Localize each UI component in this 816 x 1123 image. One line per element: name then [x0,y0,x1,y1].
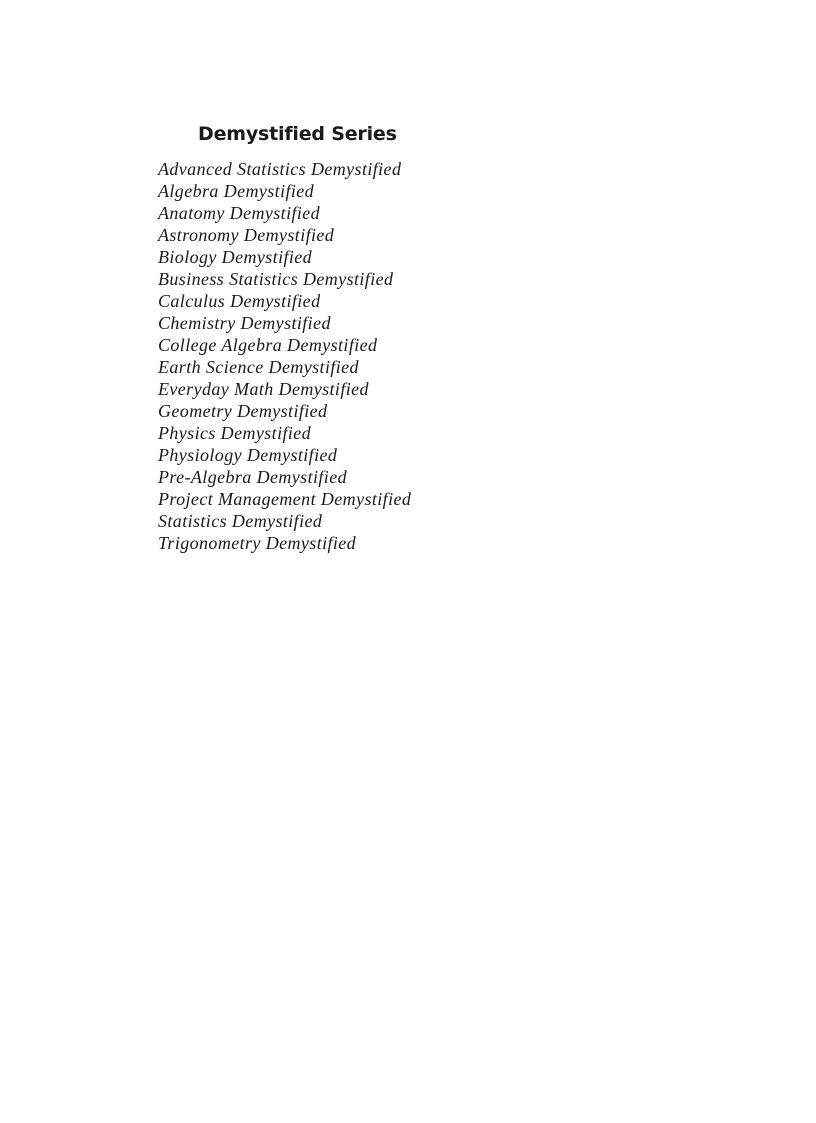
book-title: Astronomy Demystified [158,225,335,245]
book-title: Advanced Statistics Demystified [158,159,402,179]
book-title: Geometry Demystified [158,401,328,421]
book-title: Physiology Demystified [158,445,338,465]
series-heading: Demystified Series [198,123,397,145]
book-title: Anatomy Demystified [158,203,321,223]
book-title: Everyday Math Demystified [158,379,369,399]
book-title: Statistics Demystified [158,511,323,531]
book-title: Chemistry Demystified [158,313,331,333]
book-title: Biology Demystified [158,247,313,267]
book-title: Earth Science Demystified [158,357,359,377]
book-title: Project Management Demystified [158,489,412,509]
book-title: College Algebra Demystified [158,335,378,355]
book-title-list [158,158,411,554]
book-title: Calculus Demystified [158,291,321,311]
book-title: Algebra Demystified [158,181,315,201]
book-title: Business Statistics Demystified [158,269,394,289]
book-title: Pre-Algebra Demystified [158,467,347,487]
book-title: Trigonometry Demystified [158,533,357,553]
book-title: Physics Demystified [158,423,312,443]
